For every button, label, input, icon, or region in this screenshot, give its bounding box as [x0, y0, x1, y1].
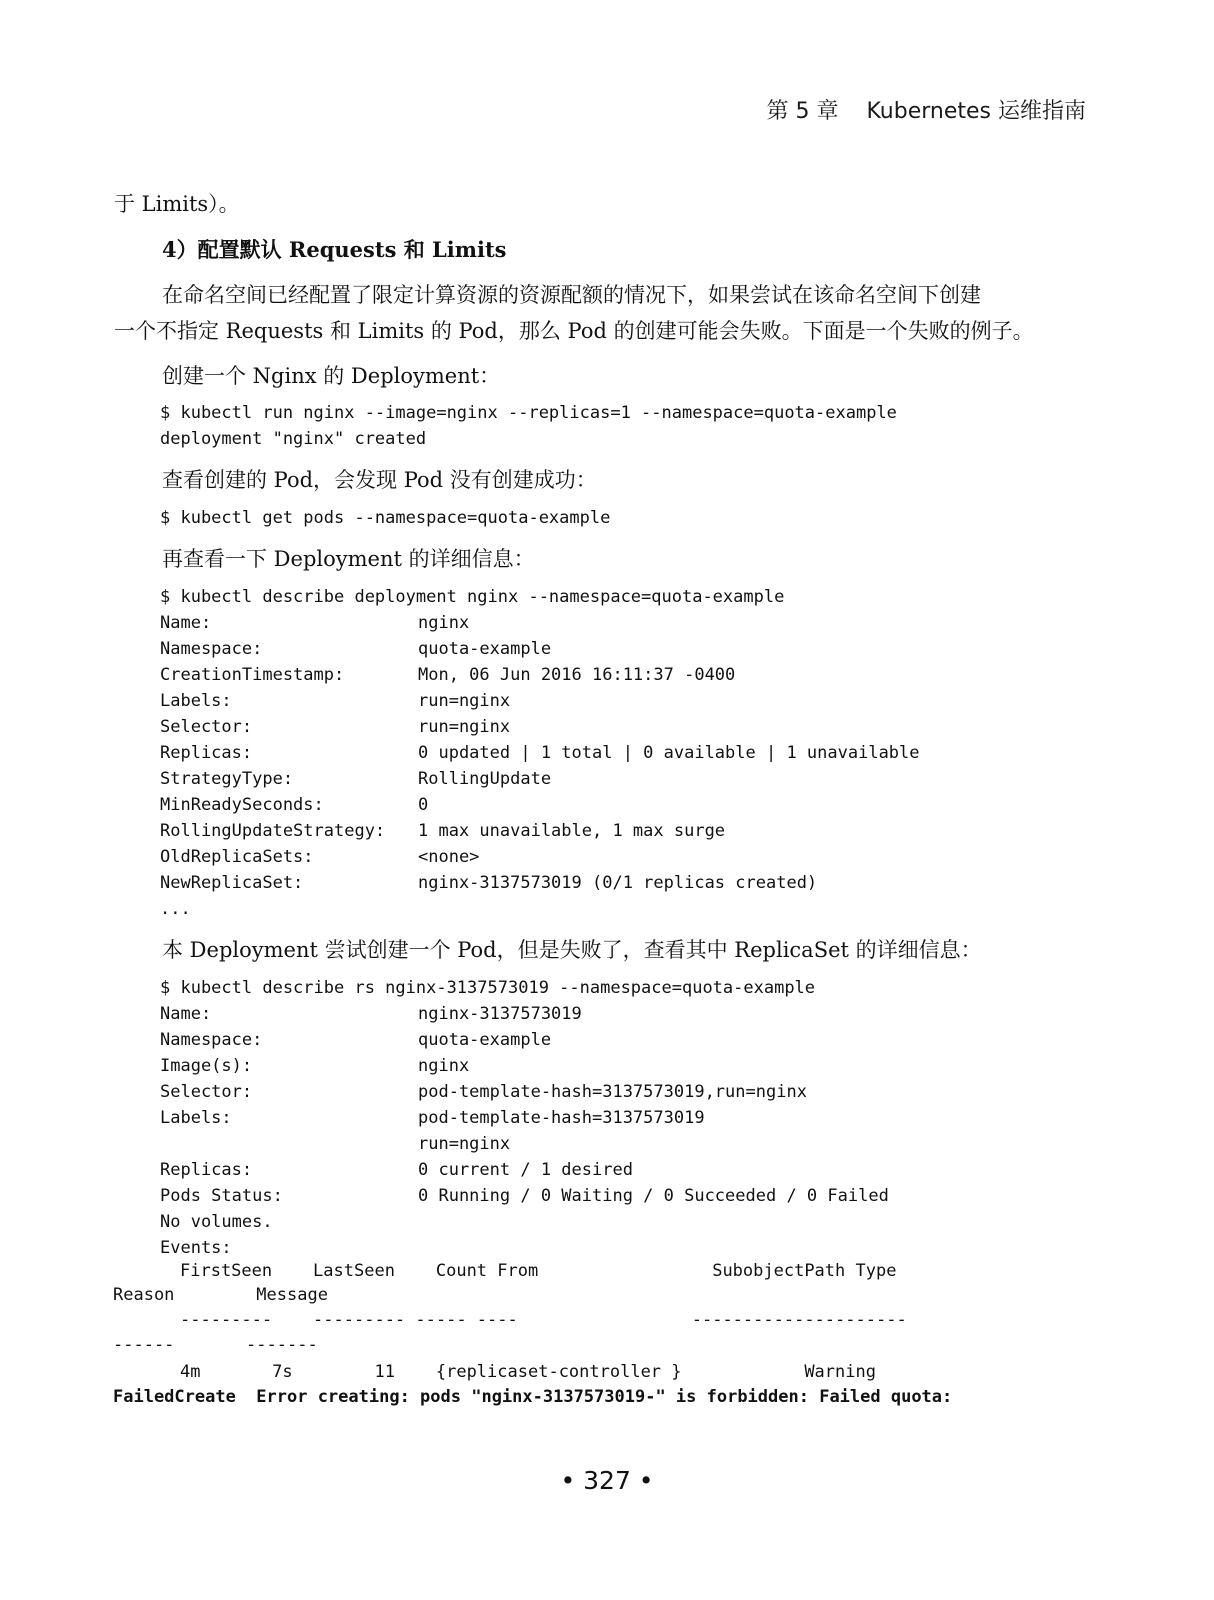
kv-value: run=nginx [418, 691, 511, 711]
code-line: No volumes. [160, 1212, 273, 1232]
kv-line [160, 1131, 510, 1157]
kv-line [160, 662, 735, 688]
kv-line [160, 688, 510, 714]
kv-line [160, 740, 920, 766]
kv-line [160, 844, 479, 870]
kv-value: run=nginx [418, 1134, 511, 1154]
step-text: 本 Deployment 尝试创建一个 Pod，但是失败了，查看其中 ReplicaSet 的详细信息： [162, 938, 982, 962]
kv-value: RollingUpdate [418, 769, 552, 789]
step-text: 创建一个 Nginx 的 Deployment： [162, 364, 501, 388]
kv-line [160, 1053, 469, 1079]
kv-key: NewReplicaSet: [160, 873, 304, 893]
kv-line [160, 714, 510, 740]
code-line: $ kubectl describe rs nginx-3137573019 --namespace=quota-example [160, 978, 816, 998]
kv-value: pod-template-hash=3137573019,run=nginx [418, 1082, 807, 1102]
kv-line [160, 1157, 633, 1183]
kv-value: run=nginx [418, 717, 511, 737]
kv-key: Name: [160, 613, 212, 633]
kv-value: 0 Running / 0 Waiting / 0 Succeeded / 0 Failed [418, 1186, 889, 1206]
events-row: 4m 7s 11 {replicaset-controller } Warning [180, 1362, 876, 1382]
kv-line [160, 1027, 551, 1053]
kv-value: quota-example [418, 639, 552, 659]
kv-line [160, 636, 551, 662]
kv-value: pod-template-hash=3137573019 [418, 1108, 705, 1128]
kv-key: Selector: [160, 717, 253, 737]
events-row: FailedCreate Error creating: pods "nginx-3137573019-" is forbidden: Failed quota: [113, 1387, 953, 1407]
kv-key: OldReplicaSets: [160, 847, 314, 867]
kv-value: 0 [418, 795, 429, 815]
kv-value: Mon, 06 Jun 2016 16:11:37 -0400 [418, 665, 736, 685]
code-line: Events: [160, 1238, 232, 1258]
kv-value: nginx-3137573019 (0/1 replicas created) [418, 873, 818, 893]
section-heading: 4）配置默认 Requests 和 Limits [162, 237, 507, 262]
kv-key: Image(s): [160, 1056, 253, 1076]
kv-key: Labels: [160, 691, 232, 711]
kv-key: Name: [160, 1004, 212, 1024]
kv-value: <none> [418, 847, 480, 867]
kv-line [160, 792, 428, 818]
code-line: $ kubectl run nginx --image=nginx --replicas=1 --namespace=quota-example [160, 403, 897, 423]
code-line: $ kubectl get pods --namespace=quota-example [160, 508, 611, 528]
code-line: $ kubectl describe deployment nginx --namespace=quota-example [160, 587, 785, 607]
kv-key: RollingUpdateStrategy: [160, 821, 386, 841]
kv-value: 1 max unavailable, 1 max surge [418, 821, 726, 841]
kv-line [160, 1105, 705, 1131]
step-text: 查看创建的 Pod，会发现 Pod 没有创建成功： [162, 468, 597, 492]
code-line: deployment "nginx" created [160, 429, 427, 449]
kv-line [160, 610, 469, 636]
kv-value: 0 current / 1 desired [418, 1160, 633, 1180]
kv-key: Replicas: [160, 743, 253, 763]
kv-value: nginx [418, 613, 470, 633]
kv-key: Namespace: [160, 1030, 263, 1050]
paragraph-line: 在命名空间已经配置了限定计算资源的资源配额的情况下，如果尝试在该命名空间下创建 [162, 283, 981, 307]
continuation-text: 于 Limits）。 [114, 192, 240, 216]
kv-line [160, 870, 817, 896]
kv-line [160, 818, 725, 844]
step-text: 再查看一下 Deployment 的详细信息： [162, 547, 535, 571]
page-number: • 327 • [560, 1466, 654, 1495]
kv-line [160, 1183, 889, 1209]
kv-value: nginx-3137573019 [418, 1004, 582, 1024]
paragraph-line: 一个不指定 Requests 和 Limits 的 Pod，那么 Pod 的创建可能会失败。下面是一个失败的例子。 [114, 319, 1034, 343]
kv-line [160, 1001, 582, 1027]
kv-key: Replicas: [160, 1160, 253, 1180]
kv-line [160, 766, 551, 792]
kv-value: nginx [418, 1056, 470, 1076]
running-header: 第 5 章 Kubernetes 运维指南 [766, 99, 1086, 124]
kv-key: StrategyType: [160, 769, 294, 789]
events-header: FirstSeen LastSeen Count From SubobjectPath Type [180, 1261, 897, 1281]
kv-value: quota-example [418, 1030, 552, 1050]
kv-key: Labels: [160, 1108, 232, 1128]
kv-line [160, 1079, 807, 1105]
kv-key: MinReadySeconds: [160, 795, 324, 815]
events-separator: --------- --------- ----- ---- --------------------- [180, 1310, 907, 1330]
kv-key: Namespace: [160, 639, 263, 659]
events-header: Reason Message [113, 1285, 328, 1305]
events-separator: ------ ------- [113, 1335, 318, 1355]
kv-value: 0 updated | 1 total | 0 available | 1 unavailable [418, 743, 920, 763]
code-line: ... [160, 899, 191, 919]
kv-key: Pods Status: [160, 1186, 283, 1206]
kv-key: Selector: [160, 1082, 253, 1102]
kv-key: CreationTimestamp: [160, 665, 345, 685]
